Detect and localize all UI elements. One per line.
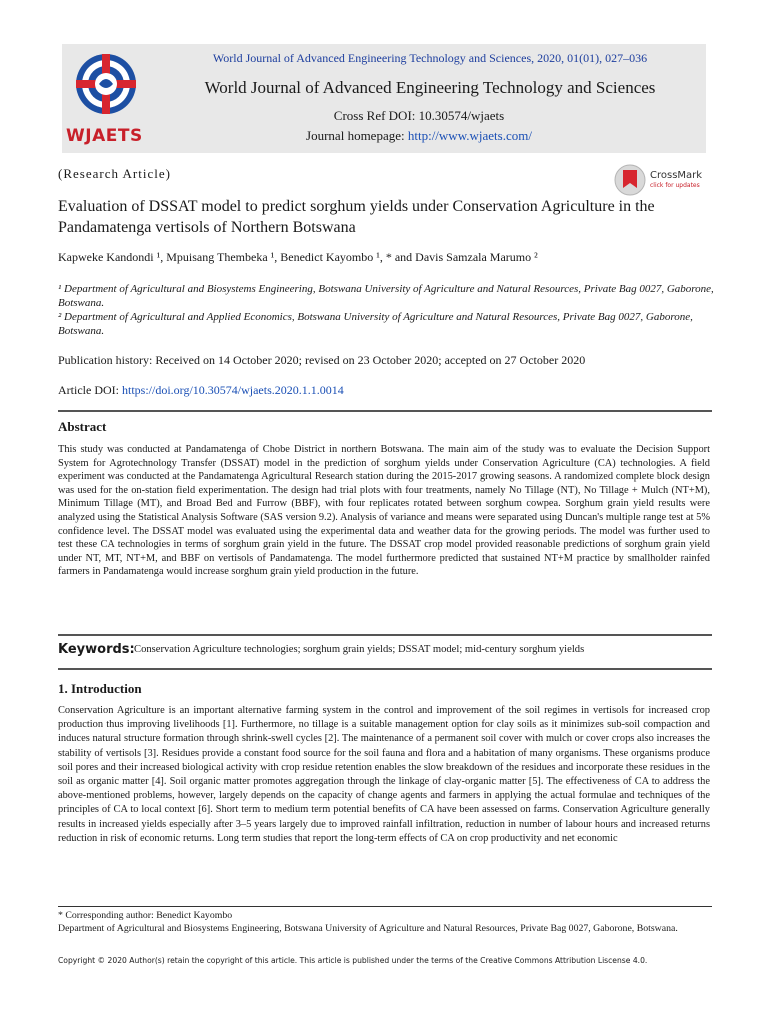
crossmark-sub: click for updates (650, 182, 700, 189)
affiliation-2: ² Department of Agricultural and Applied Economics, Botswana University of Agriculture and Natural Resources, Private Bag 0027, Gaborone, Botswana. (58, 311, 693, 337)
corresponding-name: * Corresponding author: Benedict Kayombo (58, 910, 233, 921)
intro-heading: 1. Introduction (58, 681, 142, 696)
journal-homepage (0, 128, 768, 144)
intro-body: Conservation Agriculture is an important alternative farming system in the control and improvement of the soil regimes in vertisols for increased crop production thus improving livelihoods [1]. Furthermore, no tillage is a suitable management option for clay soils as it minimizes sub-soil compaction and induces natural structure formation through shrink-swell cycles [2]. The maintenance of a permanent soil cover with mulch or cover crops also increases the stability of vertisols [3]. Residues provide a constant food source for the soil fauna and flora and a habitation of many organisms. These organisms produce soil pores and their increased biological activity with crop residue retention enables the slow breakdown of the residues and incorporate these residues in the soil as organic matter [4]. Soil organic matter promotes aggregation through the linkage of clay-organic matter [5]. The effectiveness of CA to address the above-mentioned problems, however, largely depends on the capacity of change agents and farmers in applying the actual formulae and techniques of the principles of CA to local context [6]. Short term to medium term potential benefits of CA have been assessed on farms. Conservation Agriculture generally results in increased yields especially after 3–5 years largely due to improved rainfall infiltration, reduction in number of labour hours and increased returns reduction in risk of economic returns. Long term studies that report the long-term effects of CA on crop productivity and net economic (58, 705, 710, 844)
homepage-label: Journal homepage: (306, 128, 405, 143)
author-list: Kapweke Kandondi ¹, Mpuisang Thembeka ¹, Benedict Kayombo ¹, * and Davis Samzala Marumo ² (58, 250, 538, 264)
abstract-heading: Abstract (58, 419, 107, 434)
crossmark-label: CrossMark (650, 170, 703, 181)
article-doi (58, 383, 344, 398)
logo-text: WJAETS (66, 126, 143, 146)
homepage-link[interactable]: http://www.wjaets.com/ (407, 128, 532, 143)
doi-link[interactable]: https://doi.org/10.30574/wjaets.2020.1.1.0014 (121, 383, 344, 397)
divider (58, 634, 712, 636)
doi-label: Article DOI: (58, 383, 119, 397)
journal-name: World Journal of Advanced Engineering Technology and Sciences (204, 78, 656, 97)
crossmark-badge[interactable] (614, 164, 709, 196)
divider (58, 668, 712, 670)
corresponding-author (58, 910, 710, 935)
keywords-text: Conservation Agriculture technologies; sorghum grain yields; DSSAT model; mid-century sorghum yields (134, 644, 585, 655)
crossref-doi: Cross Ref DOI: 10.30574/wjaets (333, 108, 505, 123)
journal-citation: World Journal of Advanced Engineering Technology and Sciences, 2020, 01(01), 027–036 (212, 51, 648, 65)
corresponding-address: Department of Agricultural and Biosystems Engineering, Botswana University of Agriculture and Natural Resources, Private Bag 0027, Gaborone, Botswana. (58, 922, 678, 934)
article-title: Evaluation of DSSAT model to predict sorghum yields under Conservation Agriculture in the Pandamatenga vertisols of Northern Botswana (58, 198, 655, 236)
crossmark-icon (614, 164, 648, 196)
keywords-label: Keywords: (58, 642, 135, 657)
article-type: (Research Article) (58, 166, 171, 181)
divider (58, 410, 712, 412)
copyright-notice: Copyright © 2020 Author(s) retain the copyright of this article. This article is published under the terms of the Creative Commons Attribution Liscense 4.0. (58, 956, 648, 965)
abstract-body: This study was conducted at Pandamatenga of Chobe District in northern Botswana. The main aim of the study was to evaluate the Decision Support System for Agrotechnology Transfer (DSSAT) model in the prediction of sorghum yields under Conservation Agriculture (CA) technologies. A field experiment was conducted at the Pandamatenga Agricultural Research station during the 2015-2017 growing seasons. A randomized complete block design was used for the on-station field experimentation. The design had trial plots with four treatments, namely No Tillage (NT), No Tillage + Mulch (NT+M), Minimum Tillage (MT), and Broad Bed and Furrow (BBF), with four replicates rotated between sorghum cowpea. Sorghum grain yield results were analyzed using the Statistical Analysis Software (SAS version 9.2). Analysis of variance and means were separated using Duncan's multiple range test at 5% confidence level. The DSSAT model was evaluated using the experimental data and weather data for the growing periods. The model was further used to test these CA technologies in terms of sorghum grain yield in the future. The DSSAT crop model provided reasonable predictions of sorghum grain yield under NT, MT, NT+M, and BBF on vertisols of Pandamatenga. The model furthermore predicted that sustained NT+M practice by smallholder rainfed farmers in Pandamatenga would increase sorghum grain yield production in the future. (58, 444, 710, 578)
publication-history: Publication history: Received on 14 October 2020; revised on 23 October 2020; accepted on 27 October 2020 (58, 353, 586, 367)
footnote-divider (58, 906, 712, 907)
affiliation-1: ¹ Department of Agricultural and Biosystems Engineering, Botswana University of Agriculture and Natural Resources, Private Bag 0027, Gaborone, Botswana. (58, 283, 714, 309)
affiliations (58, 282, 718, 338)
